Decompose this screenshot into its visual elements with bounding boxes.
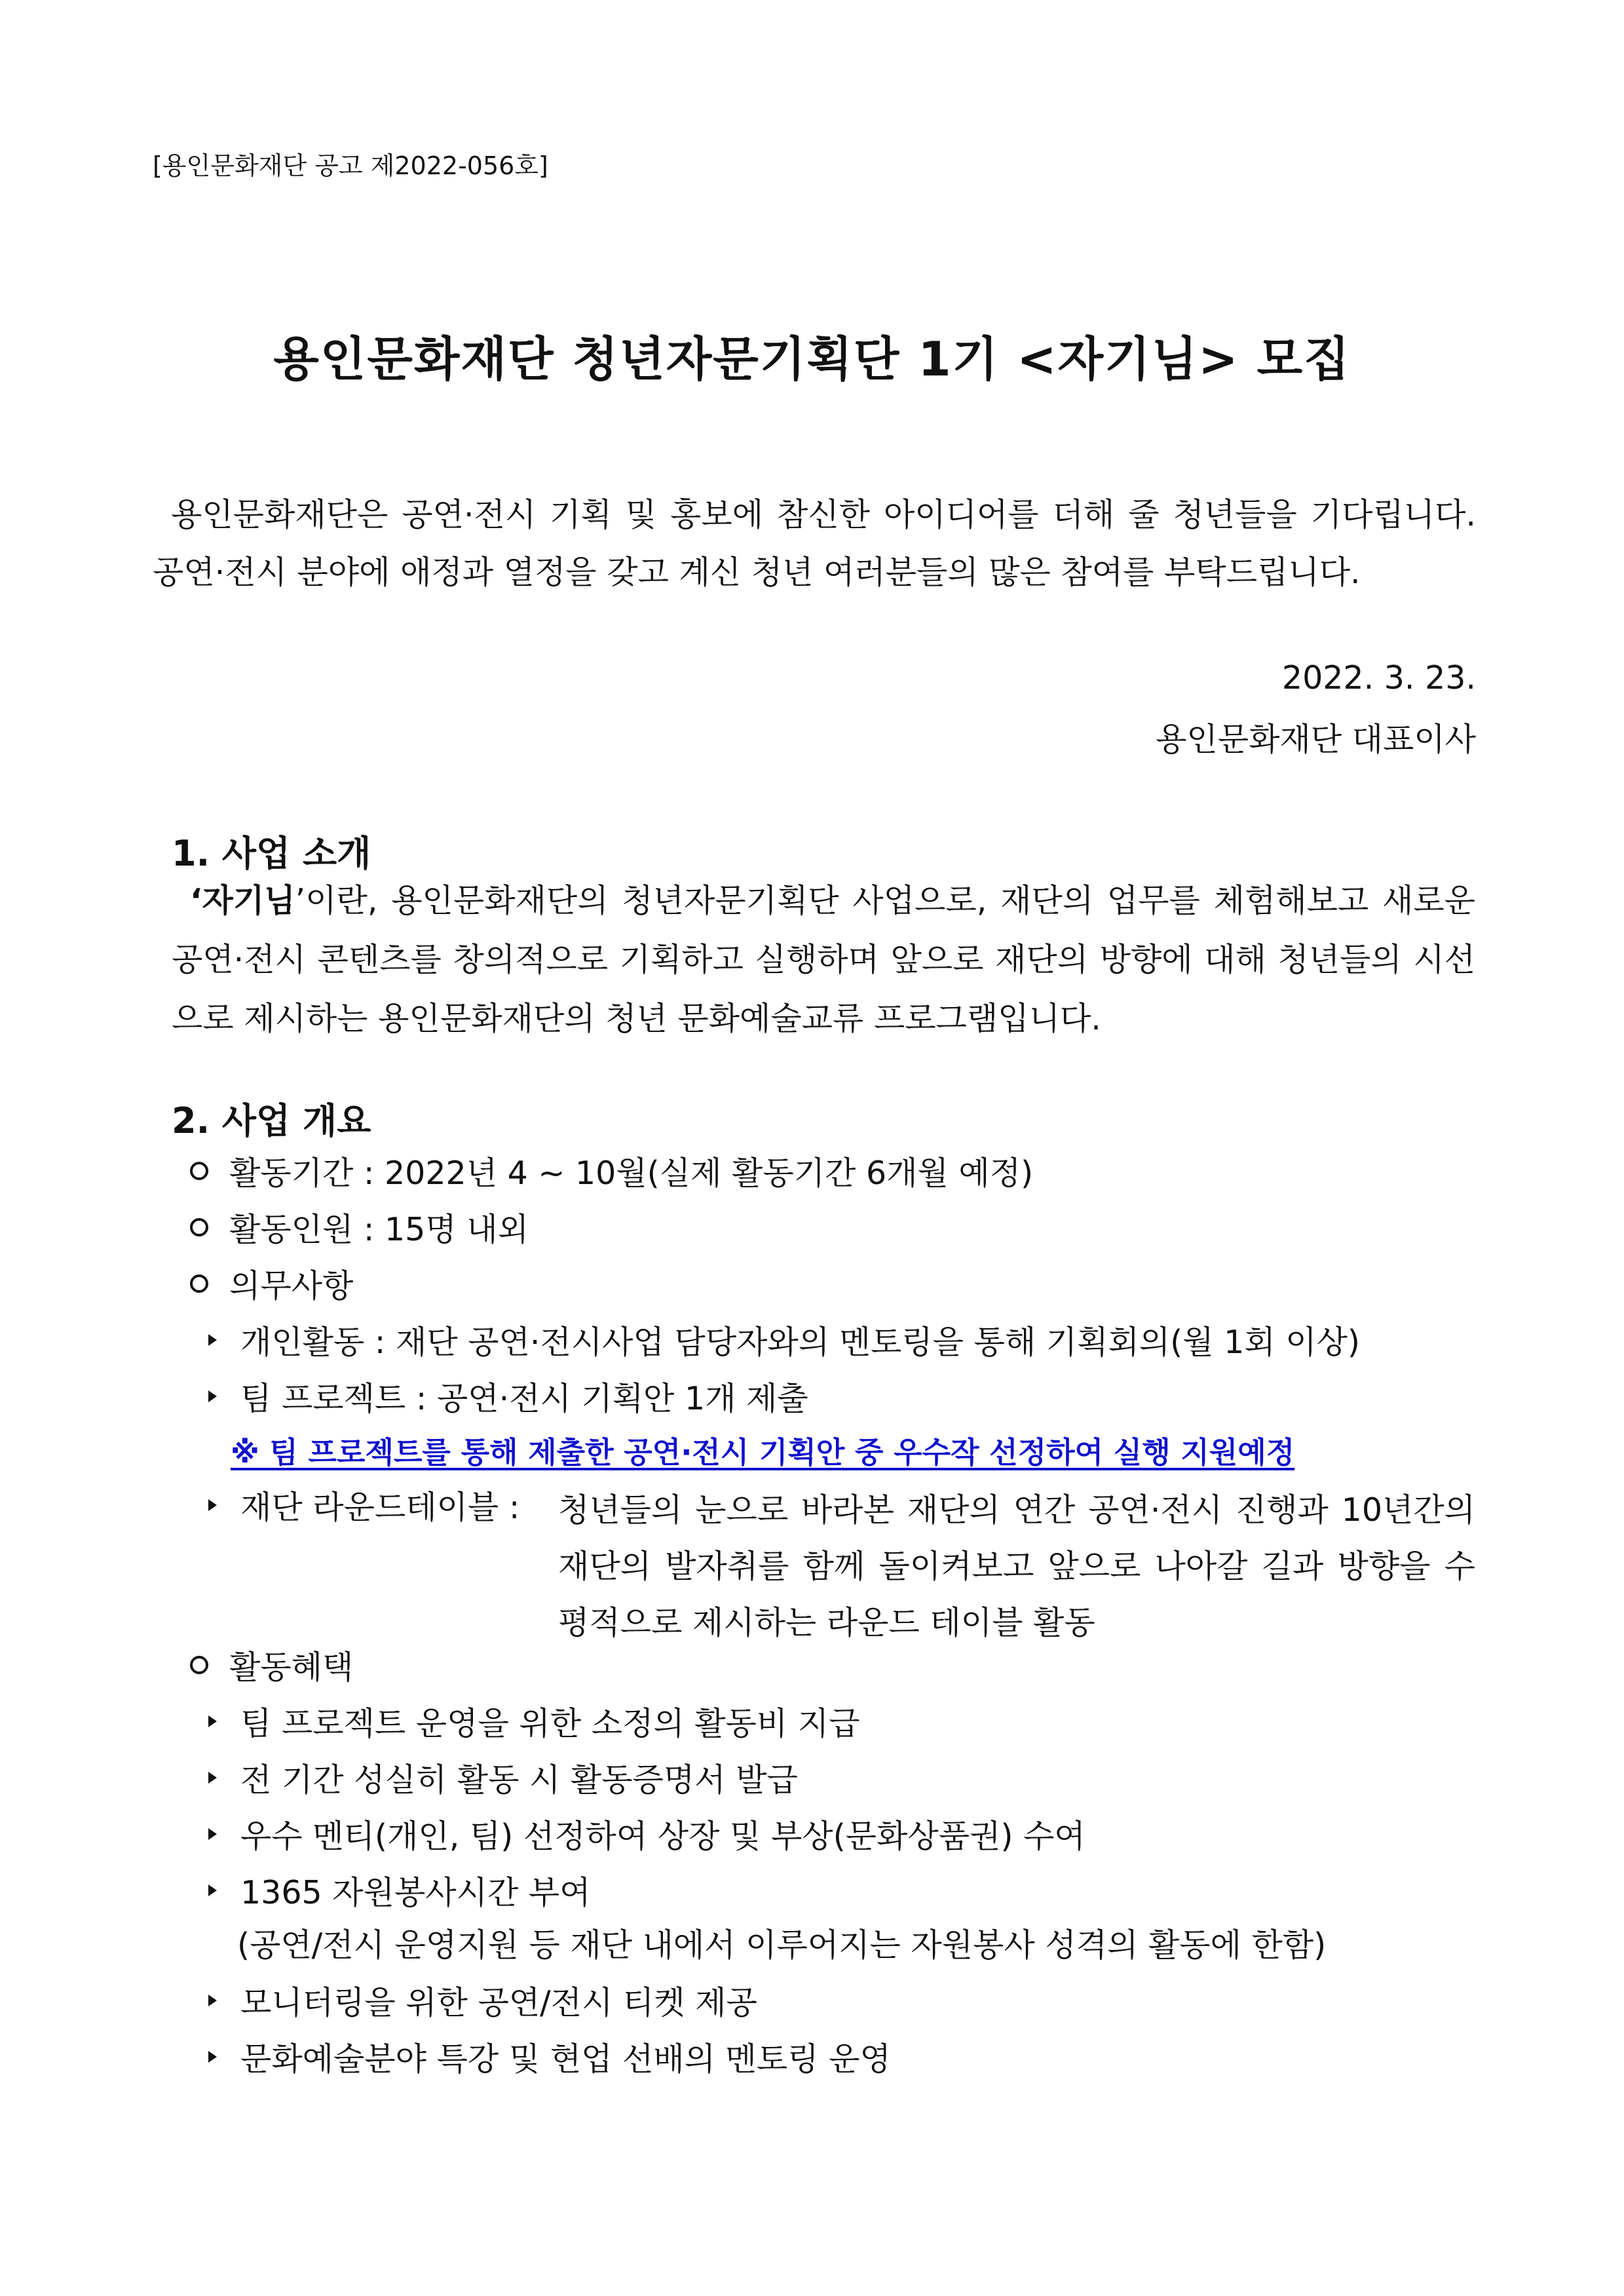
- announcement-date: 2022. 3. 23.: [1281, 659, 1476, 697]
- benefit-item: [208, 1867, 591, 1913]
- benefit-item: [208, 2034, 891, 2080]
- page-title: 용인문화재단 청년자문기획단 1기 <자기님> 모집: [273, 332, 1351, 387]
- circle-bullet-icon: [190, 1218, 208, 1236]
- section-1-body: [172, 871, 1475, 1048]
- benefit-text: 팀 프로젝트 운영을 위한 소정의 활동비 지급: [240, 1705, 860, 1742]
- benefit-text: 우수 멘티(개인, 팀) 선정하여 상장 및 부상(문화상품권) 수여: [240, 1818, 1086, 1855]
- circle-bullet-icon: [190, 1656, 208, 1674]
- benefit-text: 문화예술분야 특강 및 현업 선배의 멘토링 운영: [240, 2040, 891, 2078]
- item-period: [190, 1148, 1033, 1194]
- duty-individual-text: 개인활동 : 재단 공연·전시사업 담당자와의 멘토링을 통해 기획회의(월 1회 이상): [240, 1324, 1361, 1361]
- item-benefits: [190, 1642, 353, 1688]
- triangle-bullet-icon: [208, 1390, 217, 1402]
- duty-individual: [208, 1317, 1360, 1363]
- triangle-bullet-icon: [208, 1715, 217, 1727]
- quote-open: ‘: [190, 882, 202, 919]
- duty-team-text: 팀 프로젝트 : 공연·전시 기획안 1개 제출: [240, 1380, 808, 1417]
- section-2-title: 2. 사업 개요: [172, 1100, 371, 1141]
- volunteer-note: (공연/전시 운영지원 등 재단 내에서 이루어지는 자원봉사 성격의 활동에 한함): [237, 1926, 1327, 1964]
- period-text: 활동기간 : 2022년 4 ~ 10월(실제 활동기간 6개월 예정): [229, 1155, 1034, 1192]
- duty-team: [208, 1373, 808, 1419]
- item-members: [190, 1204, 529, 1250]
- triangle-bullet-icon: [208, 1828, 217, 1840]
- signer: 용인문화재단 대표이사: [1156, 721, 1476, 758]
- triangle-bullet-icon: [208, 1334, 217, 1346]
- duty-roundtable: [208, 1482, 519, 1528]
- triangle-bullet-icon: [208, 1995, 217, 2006]
- duty-note: ※ 팀 프로젝트를 통해 제출한 공연·전시 기획안 중 우수작 선정하여 실행 지원예정: [231, 1435, 1295, 1470]
- circle-bullet-icon: [190, 1162, 208, 1180]
- benefit-item: [208, 1698, 859, 1744]
- triangle-bullet-icon: [208, 1885, 217, 1896]
- roundtable-label: 재단 라운드테이블 :: [240, 1489, 520, 1526]
- benefit-item: [208, 1811, 1086, 1857]
- roundtable-description: 청년들의 눈으로 바라본 재단의 연간 공연·전시 진행과 10년간의 재단의 발자취를 함께 돌이켜보고 앞으로 나아갈 길과 방향을 수평적으로 제시하는 라운드 테이블 활동: [558, 1491, 1475, 1641]
- intro-paragraph: 용인문화재단은 공연·전시 기획 및 홍보에 참신한 아이디어를 더해 줄 청년들을 기다립니다. 공연·전시 분야에 애정과 열정을 갖고 계신 청년 여러분들의 많은 참여를 부탁드립니다.: [153, 496, 1476, 591]
- circle-bullet-icon: [190, 1274, 208, 1293]
- section-1-text: ’이란, 용인문화재단의 청년자문기획단 사업으로, 재단의 업무를 체험해보고 새로운 공연·전시 콘텐츠를 창의적으로 기획하고 실행하며 앞으로 재단의 방향에 대해 청년들의 시선으로 제시하는 용인문화재단의 청년 문화예술교류 프로그램입니다.: [172, 882, 1475, 1037]
- benefit-item: [208, 1755, 798, 1801]
- triangle-bullet-icon: [208, 1772, 217, 1784]
- members-text: 활동인원 : 15명 내외: [229, 1211, 529, 1248]
- benefit-text: 1365 자원봉사시간 부여: [240, 1874, 591, 1911]
- item-duties: [190, 1261, 353, 1307]
- triangle-bullet-icon: [208, 1499, 217, 1511]
- benefit-text: 모니터링을 위한 공연/전시 티켓 제공: [240, 1984, 757, 2021]
- section-1-title: 1. 사업 소개: [172, 833, 371, 874]
- benefit-item: [208, 1978, 757, 2023]
- notice-number: [용인문화재단 공고 제2022-056호]: [153, 151, 548, 180]
- triangle-bullet-icon: [208, 2051, 217, 2063]
- program-name-highlight: 자기님: [202, 882, 295, 919]
- duties-title: 의무사항: [229, 1267, 354, 1305]
- benefit-text: 전 기간 성실히 활동 시 활동증명서 발급: [240, 1761, 798, 1799]
- benefits-title: 활동혜택: [229, 1649, 354, 1686]
